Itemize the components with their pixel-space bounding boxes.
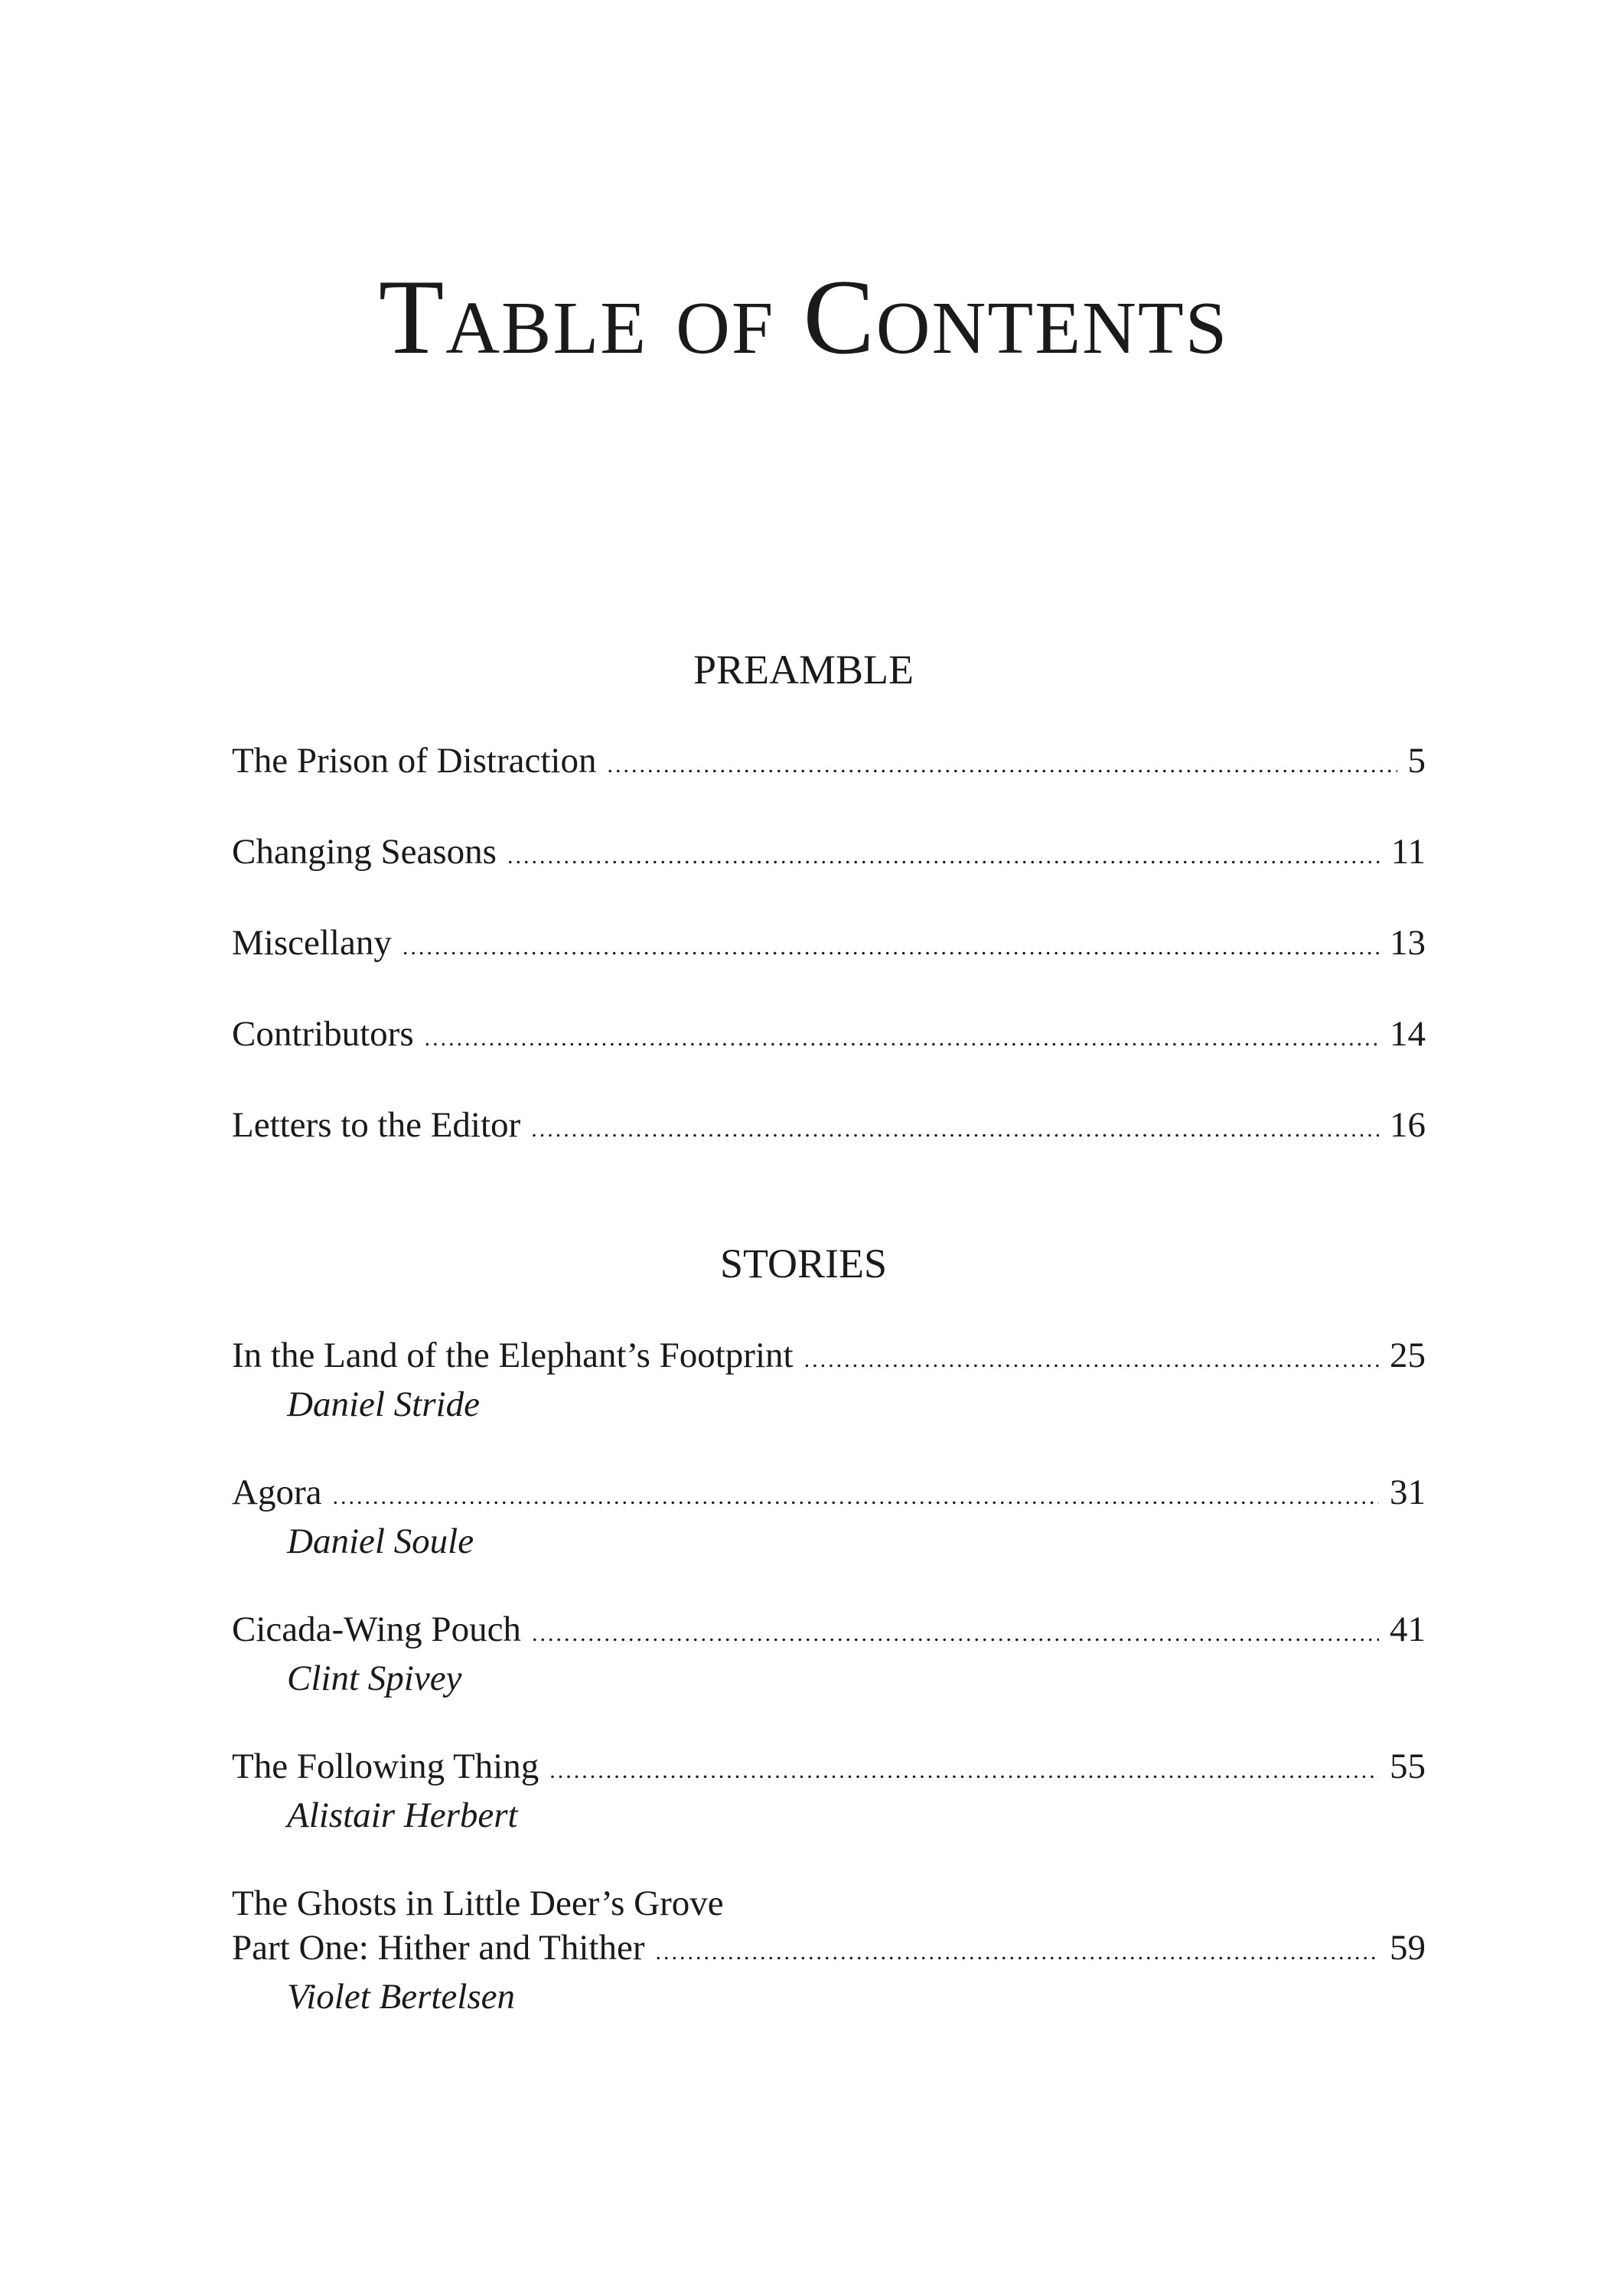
page-number: 41 [1390, 1609, 1426, 1649]
dot-leader [532, 1612, 1379, 1656]
entry-author: Clint Spivey [287, 1658, 462, 1698]
entry-title: Part One: Hither and Thither [232, 1928, 645, 1968]
entry-title: Contributors [232, 1014, 414, 1054]
dot-leader [403, 925, 1379, 970]
entry-title: In the Land of the Elephant’s Footprint [232, 1336, 794, 1375]
page-number: 25 [1390, 1336, 1426, 1375]
entry-author: Daniel Stride [287, 1384, 480, 1424]
page-number: 13 [1390, 923, 1426, 963]
page-title: Table of Contents [378, 258, 1229, 377]
section-heading-stories: STORIES [719, 1241, 888, 1287]
entry-title: Letters to the Editor [232, 1105, 521, 1145]
entry-title-line: The Ghosts in Little Deer’s Grove [232, 1883, 724, 1923]
section-heading-preamble: PREAMBLE [693, 647, 914, 693]
entry-title: The Prison of Distraction [232, 741, 597, 781]
page-number: 55 [1390, 1746, 1426, 1786]
page-number: 31 [1390, 1473, 1426, 1512]
toc-entry[interactable] [232, 1333, 1426, 1427]
toc-entry[interactable] [232, 1470, 1426, 1564]
entry-title: Cicada-Wing Pouch [232, 1609, 521, 1649]
entry-title: The Following Thing [232, 1746, 539, 1786]
dot-leader [549, 1749, 1379, 1793]
dot-leader [332, 1475, 1379, 1519]
dot-leader [507, 834, 1380, 879]
toc-entry[interactable] [232, 1012, 1426, 1061]
toc-entry[interactable] [232, 739, 1426, 788]
page-number: 14 [1390, 1014, 1426, 1054]
toc-entry[interactable] [232, 830, 1426, 879]
page-number: 11 [1390, 832, 1426, 872]
toc-entry[interactable] [232, 921, 1426, 970]
dot-leader [804, 1338, 1379, 1382]
dot-leader [656, 1930, 1380, 1975]
dot-leader [531, 1107, 1379, 1152]
page-number: 59 [1390, 1928, 1426, 1968]
toc-entry[interactable] [232, 1607, 1426, 1701]
entry-title: Miscellany [232, 923, 392, 963]
entry-author: Violet Bertelsen [287, 1977, 515, 2017]
toc-entry[interactable] [232, 1744, 1426, 1838]
entry-author: Daniel Soule [287, 1521, 474, 1561]
entry-author: Alistair Herbert [287, 1795, 518, 1835]
page-number: 16 [1390, 1105, 1426, 1145]
dot-leader [607, 743, 1397, 788]
toc-entry[interactable] [232, 1103, 1426, 1152]
page-number: 5 [1407, 741, 1426, 781]
entry-title: Changing Seasons [232, 832, 497, 872]
dot-leader [425, 1016, 1379, 1061]
toc-entry[interactable] [232, 1881, 1426, 2019]
entry-title: Agora [232, 1473, 322, 1512]
